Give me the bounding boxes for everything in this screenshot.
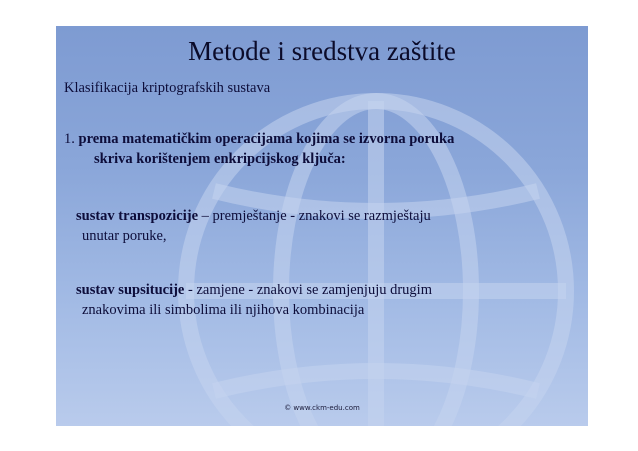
substitution-paragraph: [76, 280, 432, 300]
slide-title: Metode i sredstva zaštite: [188, 36, 456, 66]
classification-item-1: [64, 129, 454, 149]
substitution-term: sustav supsitucije: [76, 282, 185, 298]
transposition-paragraph: [76, 206, 431, 226]
transposition-term: sustav transpozicije: [76, 208, 199, 224]
item-number: 1.: [64, 131, 75, 147]
slide: [56, 26, 588, 426]
footer-copyright: © www.ckm-edu.com: [284, 404, 360, 412]
slide-subtitle: Klasifikacija kriptografskih sustava: [64, 80, 271, 96]
item-1-heading-line-1: prema matematičkim operacijama kojima se izvorna poruka: [78, 131, 455, 147]
transposition-description: – premještanje - znakovi se razmještaju: [198, 208, 431, 224]
item-1-heading-line-2: skriva korištenjem enkripcijskog ključa:: [94, 151, 346, 167]
substitution-description-line-2: znakovima ili simbolima ili njihova kombinacija: [82, 302, 365, 318]
substitution-description: - zamjene - znakovi se zamjenjuju drugim: [184, 282, 432, 298]
transposition-description-line-2: unutar poruke,: [82, 228, 167, 244]
